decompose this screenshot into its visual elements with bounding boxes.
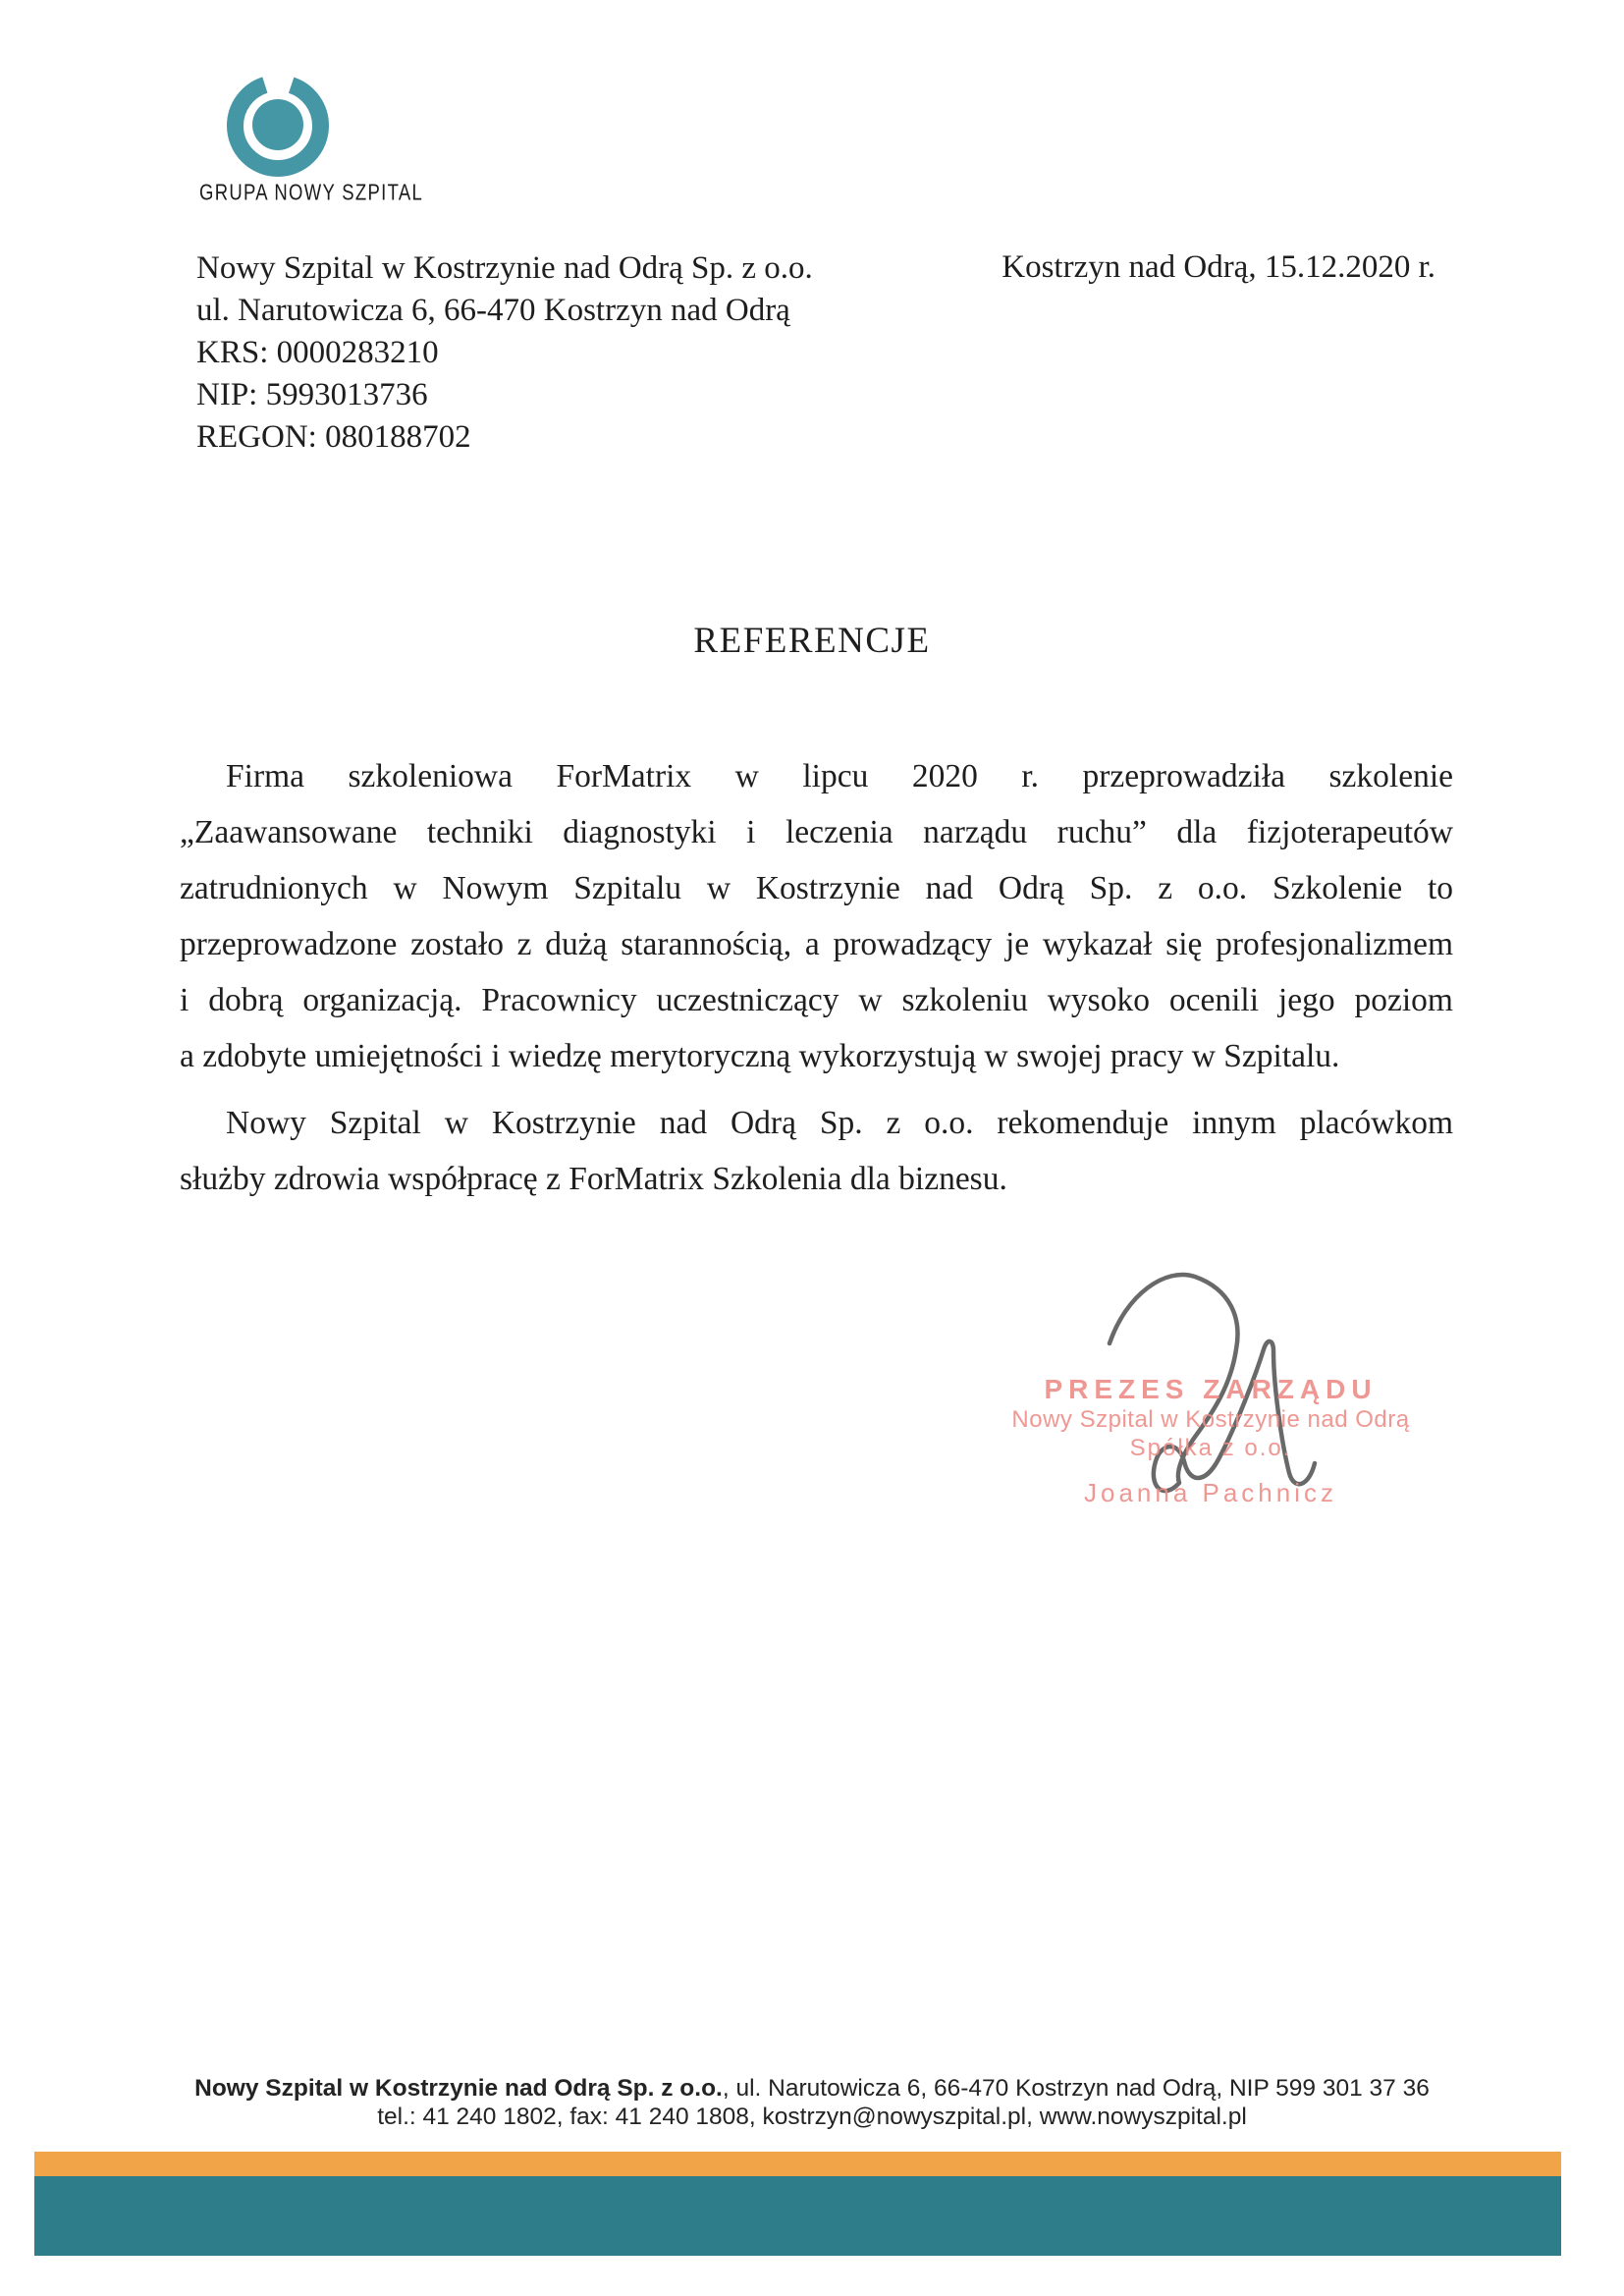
body-line: i dobrą organizacją. Pracownicy uczestniczący w szkoleniu wysoko ocenili jego poziom — [180, 982, 1453, 1018]
sender-address-line: REGON: 080188702 — [196, 419, 471, 455]
body-line: Firma szkoleniowa ForMatrix w lipcu 2020 r. przeprowadziła szkolenie — [226, 758, 1453, 794]
sender-address-line: KRS: 0000283210 — [196, 335, 439, 370]
paragraph — [180, 748, 1453, 1084]
letterhead-footer — [0, 2074, 1624, 2131]
hospital-group-logo-icon — [227, 69, 329, 179]
sender-address-line: Nowy Szpital w Kostrzynie nad Odrą Sp. z o.o. — [196, 250, 813, 286]
stamp-company-suffix: Spółka z o.o. — [1129, 1435, 1292, 1461]
sender-address-line: NIP: 5993013736 — [196, 377, 428, 412]
body-line: służby zdrowia współpracę z ForMatrix Szkolenia dla biznesu. — [180, 1161, 1007, 1197]
letter-title: REFERENCJE — [693, 621, 931, 661]
stamp-role: PREZES ZARZĄDU — [1044, 1374, 1378, 1404]
stamp-company: Nowy Szpital w Kostrzynie nad Odrą — [1011, 1406, 1410, 1433]
footer-contact-line: tel.: 41 240 1802, fax: 41 240 1808, kostrzyn@nowyszpital.pl, www.nowyszpital.pl — [377, 2104, 1247, 2130]
logo — [199, 69, 424, 205]
sender-address-block — [196, 247, 813, 459]
footer-address-rest: , ul. Narutowicza 6, 66-470 Kostrzyn nad Odrą, NIP 599 301 37 36 — [722, 2075, 1430, 2102]
body-line: a zdobyte umiejętności i wiedzę merytoryczną wykorzystują w swojej pracy w Szpitalu. — [180, 1038, 1340, 1074]
logo-wordmark: GRUPA NOWY SZPITAL — [199, 181, 424, 205]
logo-inner-dot — [252, 99, 303, 150]
footer-address-line — [0, 2074, 1624, 2103]
paragraph — [180, 1095, 1453, 1207]
body-line: zatrudnionych w Nowym Szpitalu w Kostrzynie nad Odrą Sp. z o.o. Szkolenie to — [180, 870, 1453, 906]
body-line: „Zaawansowane techniki diagnostyki i leczenia narządu ruchu” dla fizjoterapeutów — [180, 814, 1453, 850]
body-line: przeprowadzone zostało z dużą starannością, a prowadzący je wykazał się profesjonalizmem — [180, 926, 1453, 962]
sender-address-line: ul. Narutowicza 6, 66-470 Kostrzyn nad Odrą — [196, 293, 790, 328]
place-and-date: Kostrzyn nad Odrą, 15.12.2020 r. — [1001, 249, 1435, 285]
footer-bar-teal — [34, 2176, 1561, 2256]
letter-body — [180, 748, 1453, 1207]
company-stamp — [1004, 1373, 1417, 1507]
footer-company-name: Nowy Szpital w Kostrzynie nad Odrą Sp. z o.o. — [194, 2075, 723, 2102]
footer-bar-orange — [34, 2152, 1561, 2176]
stamp-signer-name: Joanna Pachnicz — [1083, 1478, 1338, 1507]
body-line: Nowy Szpital w Kostrzynie nad Odrą Sp. z o.o. rekomenduje innym placówkom — [226, 1105, 1453, 1141]
